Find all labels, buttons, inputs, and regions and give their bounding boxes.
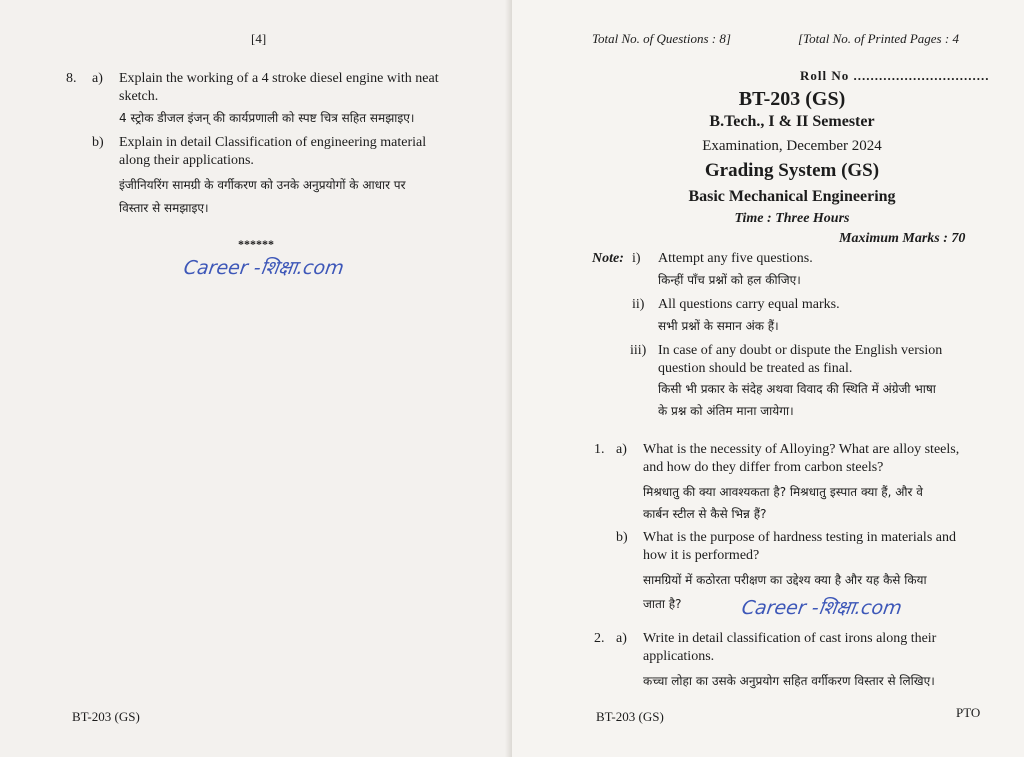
grading-system: Grading System (GS) — [704, 160, 880, 181]
q8b-hindi-line2: विस्तार से समझाइए। — [119, 201, 209, 215]
q1b-english-line1: What is the purpose of hardness testing in materials and — [643, 530, 956, 545]
note-2-hindi: सभी प्रश्नों के समान अंक हैं। — [658, 319, 779, 333]
q1-number: 1. — [594, 442, 605, 457]
note-3-english-line1: In case of any doubt or dispute the English version — [658, 343, 943, 358]
note-1-number: i) — [632, 251, 641, 266]
q1a-label: a) — [616, 442, 627, 457]
watermark-left: Career -शिक्षा.com — [182, 257, 346, 279]
q1a-hindi-line2: कार्बन स्टील से कैसे भिन्न हैं? — [643, 507, 767, 521]
pto-label: PTO — [956, 705, 981, 720]
end-stars: ****** — [238, 237, 274, 251]
page-number: [4] — [251, 31, 267, 46]
note-2-number: ii) — [632, 297, 645, 312]
q8a-label: a) — [92, 71, 103, 86]
q1a-english-line2: and how do they differ from carbon steels? — [643, 460, 884, 475]
q8b-hindi-line1: इंजीनियरिंग सामग्री के वर्गीकरण को उनके अनुप्रयोगों के आधार पर — [119, 178, 406, 192]
roll-no: Roll No ................................ — [800, 68, 990, 83]
footer-code-left: BT-203 (GS) — [72, 709, 140, 724]
course: B.Tech., I & II Semester — [709, 113, 875, 130]
q2a-label: a) — [616, 631, 627, 646]
examination: Examination, December 2024 — [702, 138, 882, 154]
note-1-hindi: किन्हीं पाँच प्रश्नों को हल कीजिए। — [658, 273, 801, 287]
q8b-english-line2: along their applications. — [119, 153, 254, 168]
watermark-right: Career -शिक्षा.com — [740, 597, 904, 619]
total-questions: Total No. of Questions : 8] — [592, 31, 731, 46]
q2a-english-line1: Write in detail classification of cast irons along their — [643, 631, 937, 646]
maximum-marks: Maximum Marks : 70 — [839, 231, 966, 246]
q8-number: 8. — [66, 71, 77, 86]
subject-title: Basic Mechanical Engineering — [688, 188, 896, 205]
note-2-english: All questions carry equal marks. — [658, 297, 840, 312]
note-3-english-line2: question should be treated as final. — [658, 361, 853, 376]
q1b-hindi-line2: जाता है? — [643, 597, 682, 611]
q1b-english-line2: how it is performed? — [643, 548, 760, 563]
note-label: Note: — [592, 251, 624, 266]
paper-code: BT-203 (GS) — [738, 88, 846, 110]
note-1-english: Attempt any five questions. — [658, 251, 813, 266]
q8a-english-line1: Explain the working of a 4 stroke diesel engine with neat — [119, 71, 439, 86]
q8a-hindi: 4 स्ट्रोक डीजल इंजन् की कार्यप्रणाली को स्पष्ट चित्र सहित समझाइए। — [119, 111, 415, 125]
q8b-label: b) — [92, 135, 104, 150]
note-3-hindi-line1: किसी भी प्रकार के संदेह अथवा विवाद की स्थिति में अंग्रेजी भाषा — [658, 382, 936, 396]
note-3-number: iii) — [630, 343, 647, 358]
q1a-english-line1: What is the necessity of Alloying? What are alloy steels, — [643, 442, 960, 457]
q2-number: 2. — [594, 631, 605, 646]
q1b-hindi-line1: सामग्रियों में कठोरता परीक्षण का उद्देश्य क्या है और यह कैसे किया — [643, 573, 927, 587]
q2a-english-line2: applications. — [643, 649, 715, 664]
note-3-hindi-line2: के प्रश्न को अंतिम माना जायेगा। — [658, 404, 794, 418]
time-allowed: Time : Three Hours — [734, 211, 850, 226]
q8a-english-line2: sketch. — [119, 89, 159, 104]
footer-code-right: BT-203 (GS) — [596, 709, 664, 724]
q1a-hindi-line1: मिश्रधातु की क्या आवश्यकता है? मिश्रधातु इस्पात क्या हैं, और वे — [643, 485, 923, 499]
q8b-english-line1: Explain in detail Classification of engineering material — [119, 135, 427, 150]
right-page — [512, 0, 1024, 757]
q1b-label: b) — [616, 530, 628, 545]
total-pages: [Total No. of Printed Pages : 4 — [798, 31, 959, 46]
q2a-hindi: कच्चा लोहा का उसके अनुप्रयोग सहित वर्गीकरण विस्तार से लिखिए। — [643, 674, 935, 688]
